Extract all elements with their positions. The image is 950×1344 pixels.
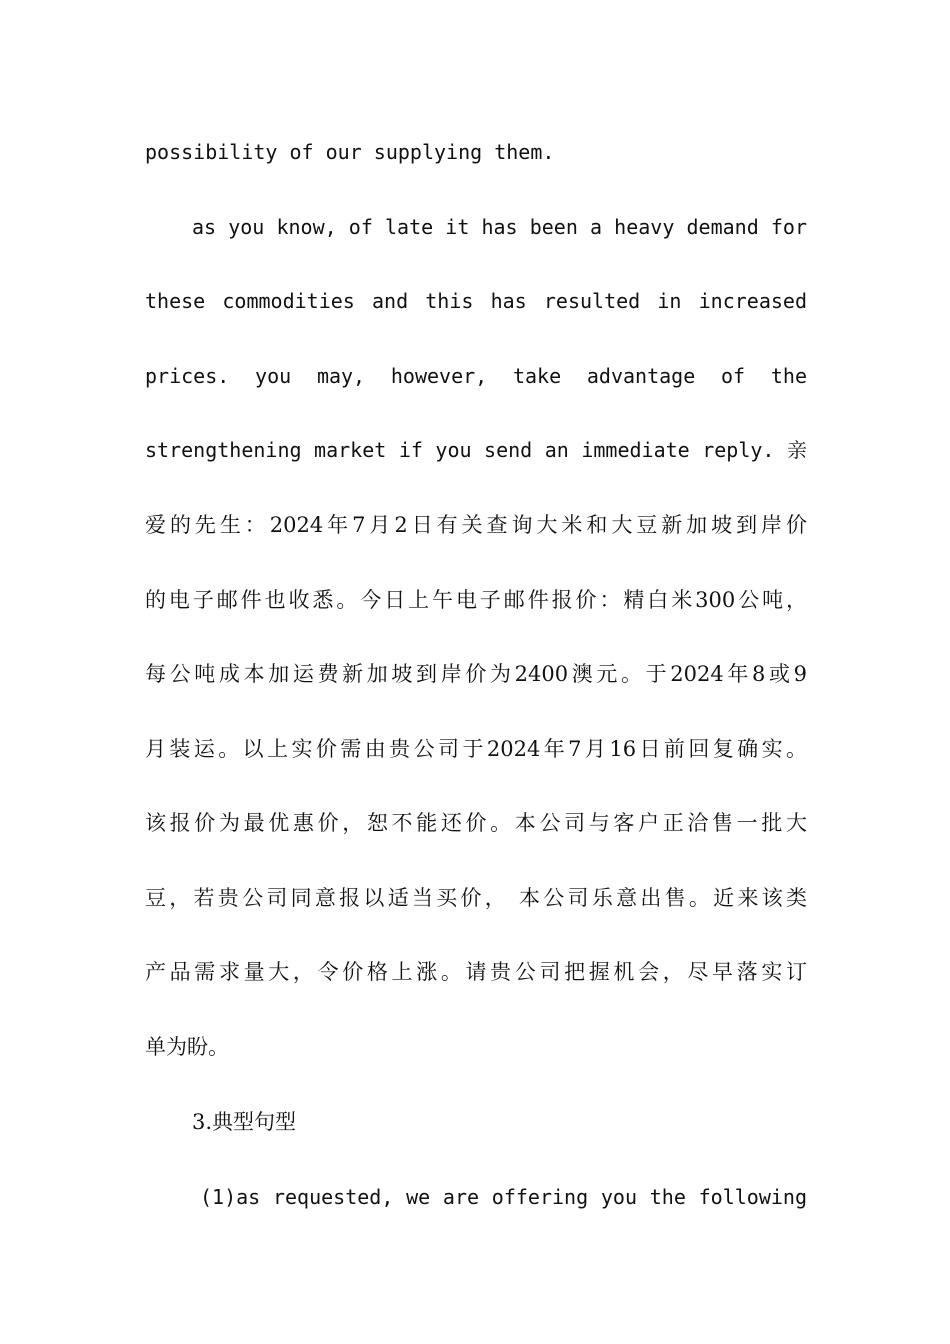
text-line-4: prices. you may, however, take advantage of the (145, 364, 807, 388)
text-line-5: strengthening market if you send an immediate reply. 亲 (145, 438, 807, 462)
text-line-6: 爱的先生：2024年7月2日有关查询大米和大豆新加坡到岸价 (145, 513, 807, 537)
text-line-2: as you know, of late it has been a heavy demand for (192, 215, 807, 239)
text-line-15: (1)as requested, we are offering you the following (200, 1185, 807, 1209)
text-line-12: 产品需求量大，令价格上涨。请贵公司把握机会，尽早落实订 (145, 960, 807, 984)
text-line-9: 月装运。以上实价需由贵公司于2024年7月16日前回复确实。 (145, 737, 807, 761)
text-line-8: 每公吨成本加运费新加坡到岸价为2400澳元。于2024年8或9 (145, 662, 807, 686)
text-line-13: 单为盼。 (145, 1035, 229, 1059)
text-line-1: possibility of our supplying them. (145, 140, 555, 164)
text-line-3: these commodities and this has resulted in increased (145, 289, 807, 313)
text-line-10: 该报价为最优惠价，恕不能还价。本公司与客户正洽售一批大 (145, 811, 807, 835)
text-line-7: 的电子邮件也收悉。今日上午电子邮件报价：精白米300公吨， (145, 588, 807, 612)
text-line-11: 豆，若贵公司同意报以适当买价， 本公司乐意出售。近来该类 (145, 886, 807, 910)
section-heading: 3.典型句型 (192, 1110, 297, 1134)
